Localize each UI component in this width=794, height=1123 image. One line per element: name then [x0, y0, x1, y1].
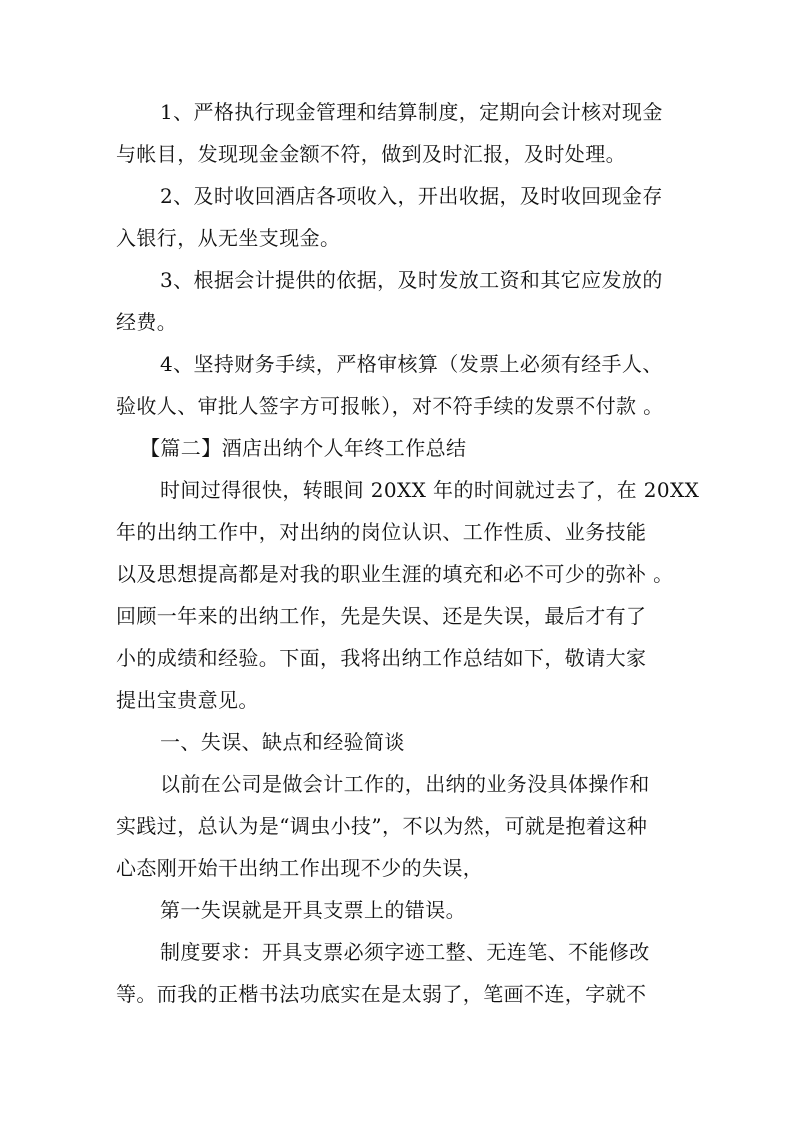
- text-line: 实践过，总认为是“调虫小技”，不以为然，可就是抱着这种: [116, 814, 648, 838]
- text-line: 第一失误就是开具支票上的错误。: [160, 898, 466, 922]
- text-line: 4、坚持财务手续，严格审核算（发票上必须有经手人、: [160, 352, 663, 376]
- text-line: 制度要求：开具支票必须字迹工整、无连笔、不能修改: [160, 940, 650, 964]
- text-line: 经费。: [116, 310, 178, 334]
- text-line: 与帐目，发现现金金额不符，做到及时汇报，及时处理。: [116, 142, 626, 166]
- text-line: 提出宝贵意见。: [116, 688, 259, 712]
- text-line: 验收人、审批人签字方可报帐），对不符手续的发票不付款 。: [116, 394, 664, 418]
- text-line: 等。而我的正楷书法功底实在是太弱了，笔画不连，字就不: [116, 982, 647, 1006]
- text-line: 2、及时收回酒店各项收入，开出收据，及时收回现金存: [160, 184, 663, 208]
- text-line: 心态刚开始干出纳工作出现不少的失误，: [116, 856, 484, 880]
- text-line: 以前在公司是做会计工作的，出纳的业务没具体操作和: [160, 772, 650, 796]
- text-line: 入银行，从无坐支现金。: [116, 226, 341, 250]
- subsection-heading: 一、失误、缺点和经验简谈: [160, 730, 405, 754]
- section-heading: 【篇二】酒店出纳个人年终工作总结: [140, 436, 467, 460]
- text-line: 3、根据会计提供的依据，及时发放工资和其它应发放的: [160, 268, 663, 292]
- text-line: 年的出纳工作中，对出纳的岗位认识、工作性质、业务技能: [116, 520, 647, 544]
- text-line: 以及思想提高都是对我的职业生涯的填充和必不可少的弥补 。: [116, 562, 674, 586]
- text-line: 回顾一年来的出纳工作，先是失误、还是失误，最后才有了: [116, 604, 647, 628]
- text-line: 时间过得很快，转眼间 20XX 年的时间就过去了，在 20XX: [160, 478, 700, 502]
- text-line: 1、严格执行现金管理和结算制度，定期向会计核对现金: [160, 100, 663, 124]
- text-line: 小的成绩和经验。下面，我将出纳工作总结如下，敬请大家: [116, 646, 647, 670]
